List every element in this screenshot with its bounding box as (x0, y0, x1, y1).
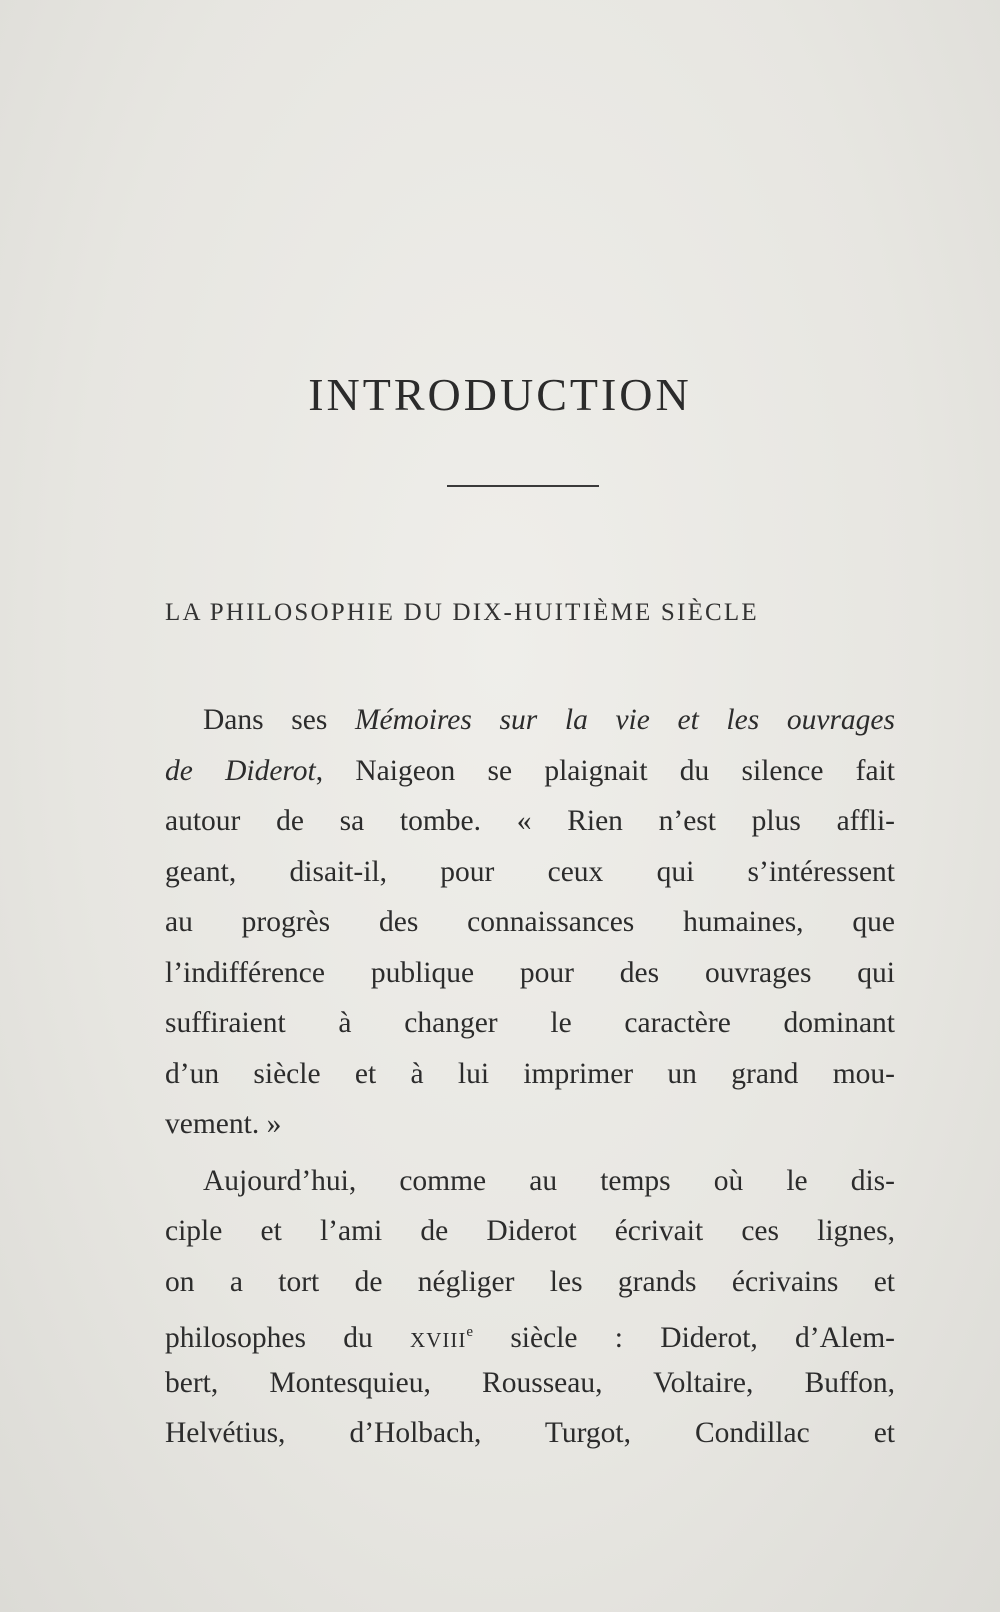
text-line (165, 1307, 895, 1358)
text-span: philosophes du (165, 1321, 411, 1354)
title-divider (447, 485, 599, 487)
text-line: au progrès des connaissances humaines, que (165, 906, 895, 938)
text-line (165, 695, 895, 746)
text-line: vement. » (165, 1108, 282, 1140)
century-numeral: xviii (410, 1321, 467, 1354)
text-line (165, 746, 895, 797)
page-title: INTRODUCTION (308, 369, 692, 420)
text-line: Aujourd’hui, comme au temps où le dis- (203, 1164, 895, 1197)
italic-book-title: Mémoires sur la vie et les ouvrages (354, 704, 895, 736)
body-text (165, 695, 895, 1459)
section-subtitle: LA PHILOSOPHIE DU DIX-HUITIÈME SIÈCLE (165, 599, 759, 626)
text-span: Dans ses (203, 704, 355, 736)
text-line: l’indifférence publique pour des ouvrages qui (165, 956, 895, 989)
text-line: ciple et l’ami de Diderot écrivait ces lignes, (165, 1215, 895, 1247)
text-line: geant, disait-il, pour ceux qui s’intéressent (165, 855, 895, 888)
italic-book-title: de Diderot (165, 754, 316, 787)
text-span: siècle : Diderot, d’Alem- (473, 1321, 895, 1354)
superscript: e (466, 1324, 474, 1340)
text-line: autour de sa tombe. « Rien n’est plus affli- (165, 805, 895, 837)
text-line: d’un siècle et à lui imprimer un grand mou- (165, 1057, 895, 1090)
text-span: , Naigeon se plaignait du silence fait (315, 754, 895, 787)
text-line: Helvétius, d’Holbach, Turgot, Condillac et (165, 1417, 895, 1449)
text-line: bert, Montesquieu, Rousseau, Voltaire, Buffon, (165, 1366, 895, 1399)
text-line: suffiraient à changer le caractère dominant (165, 1007, 895, 1039)
text-line: on a tort de négliger les grands écrivains et (165, 1265, 895, 1298)
